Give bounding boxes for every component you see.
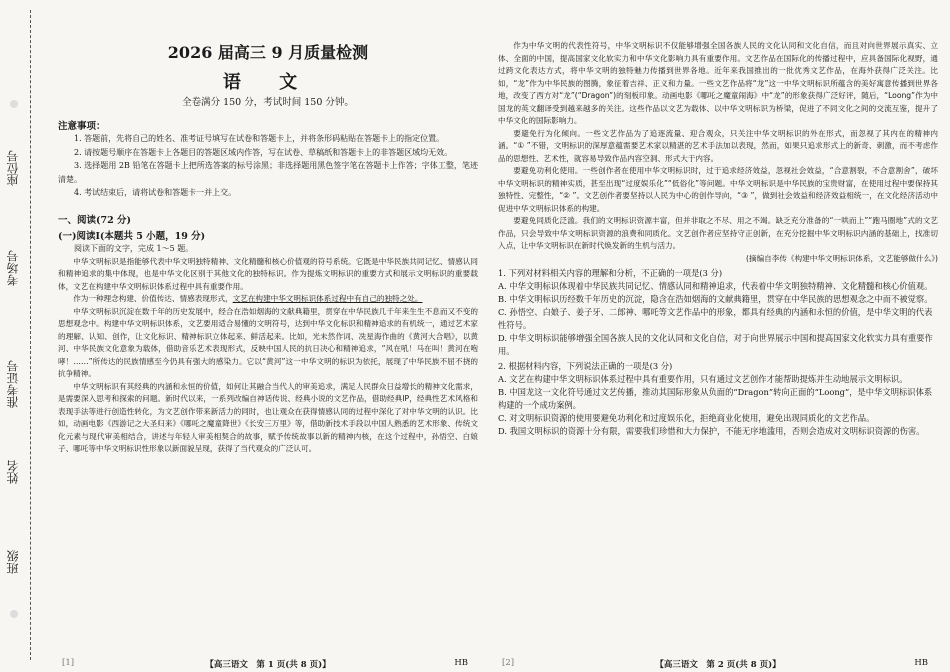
binding-hole <box>10 610 18 618</box>
footer-page-info: 【高三语文 第 2 页(共 8 页)】 <box>655 660 781 670</box>
seat-label: 座位号 <box>6 150 20 186</box>
question-1-option: A. 中华文明标识体现着中华民族共同记忆、情感认同和精神追求，代表着中华文明独特精神、文化精髓和核心价值观。 <box>498 281 933 291</box>
name-label: 姓名 <box>6 460 20 484</box>
passage-paragraph <box>58 293 478 306</box>
footer-code: HB <box>454 658 468 668</box>
question-1-option: D. 中华文明标识能够增强全国各族人民的文化认同和文化自信，对于向世界展示中国和提高国家文化软实力具有重要作用。 <box>498 333 933 356</box>
passage-paragraph: 作为中华文明的代表性符号，中华文明标识不仅能够增强全国各族人民的文化认同和文化自信，而且对向世界展示真实、立体、全面的中国，提高国家文化软实力和中华文化影响力具有重要作用。文艺作品在国际化的传播过程中，应具备国际化视野，通过跨文化表达方式，将中华文明的独特魅力传播到世界各地。近年来我国推出的一批优秀文艺作品，在海外获得广泛关注。比如，“龙”作为中华民族的图腾，象征着吉祥、正义和力量。一些文艺作品将“龙”这一中华文明标识所蕴含的美好寓意传播到世界各地，改变了西方对“龙”(“Dragon”)的刻板印象。动画电影《哪吒之魔童闹海》中“龙”的形象获得广泛好评，随后，“Loong”作为中国龙的英文翻译受到越来越多的关注。这些作品以文艺为载体、以中华文明标识为桥梁，促进了不同文化之间的交流互鉴，提升了中华文化的国际影响力。 <box>498 41 938 125</box>
note-item: 3. 选择题用 2B 铅笔在答题卡上把所选答案的标号涂黑；非选择题用黑色签字笔在答题卡上作答；字体工整，笔迹清楚。 <box>58 161 478 184</box>
question-2-option: A. 文艺在构建中华文明标识体系过程中具有重要作用，只有通过文艺创作才能帮助提炼并生动地展示文明标识。 <box>498 374 908 384</box>
score-info: 全卷满分 150 分，考试时间 150 分钟。 <box>182 97 354 108</box>
question-2-option: B. 中国龙这一文化符号通过文艺传播，推动其国际形象从负面的“Dragon”转向正面的“Loong”，是中华文明标识体系构建的一个成功案例。 <box>498 387 933 410</box>
class-label: 班级 <box>6 550 20 574</box>
passage-source: (摘编自李传《构建中华文明标识体系，文艺能够做什么》) <box>746 253 938 263</box>
passage-paragraph: 要避免行为化倾向。一些文艺作品为了追逐流量、迎合观众，只关注中华文明标识的外在形式，而忽视了其内在的精神内涵。“① ”不错，文明标识的深厚意蕴需要艺术家以精湛的艺术手法加以表现，然而，如果只追求形式上的新奇、刺激，而不考虑作品的思想性、艺术性，就容易导致作品内容空洞、形式大于内容。 <box>498 128 938 163</box>
cut-line <box>30 10 31 660</box>
note-item: 2. 请按题号顺序在答题卡上各题目的答题区域内作答，写在试卷、草稿纸和答题卡上的非答题区域均无效。 <box>74 147 453 157</box>
note-item: 1. 答题前，先将自己的姓名、准考证号填写在试卷和答题卡上，并将条形码粘贴在答题卡上的指定位置。 <box>74 134 445 143</box>
question-1-option: B. 中华文明标识历经数千年历史的沉淀，隐含在浩如烟海的文献典籍里，贯穿在中华民族的思想观念之中而不被觉察。 <box>498 294 933 304</box>
question-1: 1. 下列对材料相关内容的理解和分析，不正确的一项是(3 分) <box>498 268 723 278</box>
page-2 <box>498 40 938 670</box>
passage-paragraph: 要避免同质化泛滥。我们的文明标识资源丰富，但并非取之不尽、用之不竭。缺乏充分准备的“一哄而上”“跑马圈地”式的文艺作品，只会导致中华文明标识资源的浪费和同质化。文艺创作者应坚持守正创新，在充分挖掘中华文明标识内涵的基础上，找准切入点，让中华文明标识在新时代焕发新的生机与活力。 <box>498 216 938 250</box>
page-corner-mark: [1] <box>62 658 75 668</box>
page-1 <box>58 40 478 670</box>
footer-code: HB <box>914 658 928 668</box>
question-2: 2. 根据材料内容，下列说法正确的一项是(3 分) <box>498 361 673 371</box>
question-2-option: C. 对文明标识资源的使用要避免功利化和过度娱乐化，拒绝商业化使用，避免出现同质化的文艺作品。 <box>498 413 875 423</box>
passage-text: 作为一种理念构建、价值传达、情感表现形式， <box>73 294 233 304</box>
passage-paragraph: 中华文明标识是指能够代表中华文明独特精神、文化精髓和核心价值观的符号系统。它既是中华民族共同记忆、情感认同和精神追求的集中体现，也是中华文化区别于其他文化的独特标识。作为提炼文明标识的重要方式和展示文明标识的重要载体，文艺在构建中华文明标识体系过程中具有重要作用。 <box>58 256 478 291</box>
subsection-heading: (一)阅读Ⅰ(本题共 5 小题，19 分) <box>58 230 206 242</box>
subject-title: 语 文 <box>222 72 314 93</box>
passage-paragraph: 中华文明标识沉淀在数千年的历史发展中，经合在浩如烟海的文献典籍里，贯穿在中华民族几千年来生生不息而又不变的思想观念中。构建中华文明标识体系，文艺要用适合易懂的文明符号，达到中华文化标识和精神追求的有机统一，通过艺术家的理解、认知、创作，让文化标识、精神标识立体起来、鲜活起来。比如，光未然作词、冼星海作曲的《黄河大合唱》，以黄河、中华民族文化意象为载体，借助音乐艺术表现形式，反映中国人民的抗日决心和精神追求，“风在吼！马在叫！黄河在咆哮！……”所传达的民族情感至今仍具有强大的感染力。它以“黄河”这一中华文明的标识为依托，展现了中华民族不屈不挠的抗争精神。 <box>58 306 478 379</box>
ticket-label: 准考证号 <box>6 360 20 408</box>
note-item: 4. 考试结束后，请将试卷和答题卡一并上交。 <box>74 188 237 198</box>
passage-paragraph: 中华文明标识有其经典的内涵和永恒的价值，如何让其融合当代人的审美追求，满足人民群众日益增长的精神文化需求，是需要深入思考和探索的问题。新时代以来，一系列改编自神话传说、经典小说的文艺作品，借助经典IP，经典性艺术风格和表现手法等进行创造性转化，为文艺创作带来新活力的同时，也让观众在获得情感认同的过程中深化了对中华文明的认识。比如，动画电影《西游记之大圣归来》《哪吒之魔童降世》《长安三万里》等，借助新技术手段以中国人熟悉的艺术形象、传统文化元素与现代审美相结合，讲述与年轻人审美相契合的故事，赋予传统故事以新的精神内核，在这个过程中，孙悟空、白娘子、哪吒等中华文明标识性形象以新面貌呈现，获得了当代观众的广泛认可。 <box>58 381 478 454</box>
question-1-option: C. 孙悟空、白娘子、姜子牙、二郎神、哪吒等文艺作品中的形象，都具有经典的内涵和永恒的价值，是中华文明的代表性符号。 <box>498 307 933 330</box>
section-heading: 一、阅读(72 分) <box>58 214 132 226</box>
question-2-option: D. 我国文明标识的资源十分有限，需要我们珍惜和大力保护，不能无序地滥用，否则会造成对文明标识资源的伤害。 <box>498 426 925 436</box>
binding-hole <box>10 100 18 108</box>
exam-room-label: 考场号 <box>6 250 20 286</box>
notes-title: 注意事项： <box>58 121 106 132</box>
underlined-sentence: 文艺在构建中华文明标识体系过程中有自己的独特之处。 <box>232 294 423 304</box>
passage-paragraph: 要避免功利化使用。一些创作者在使用中华文明标识时，过于追求经济效益，忽视社会效益，“合意割裂，不合意割舍”，破坏中华文明标识的精神实质，甚至出现“过度娱乐化”“低俗化”等问题。中华文明标识是中华民族的宝贵财富，在使用过程中要保持其独特性、完整性，“② ”。文艺创作者要坚持以人民为中心的创作导向，“③ ”，做到社会效益和经济效益相统一，在文化经济活动中促进中华文明标识体系的构建。 <box>498 166 938 213</box>
page-corner-mark: [2] <box>502 658 515 668</box>
exam-title: 2026 届高三 9 月质量检测 <box>167 43 369 62</box>
footer-page-info: 【高三语文 第 1 页(共 8 页)】 <box>205 660 331 670</box>
binding-margin <box>0 10 56 662</box>
reading-instruction: 阅读下面的文字，完成 1～5 题。 <box>74 243 194 253</box>
